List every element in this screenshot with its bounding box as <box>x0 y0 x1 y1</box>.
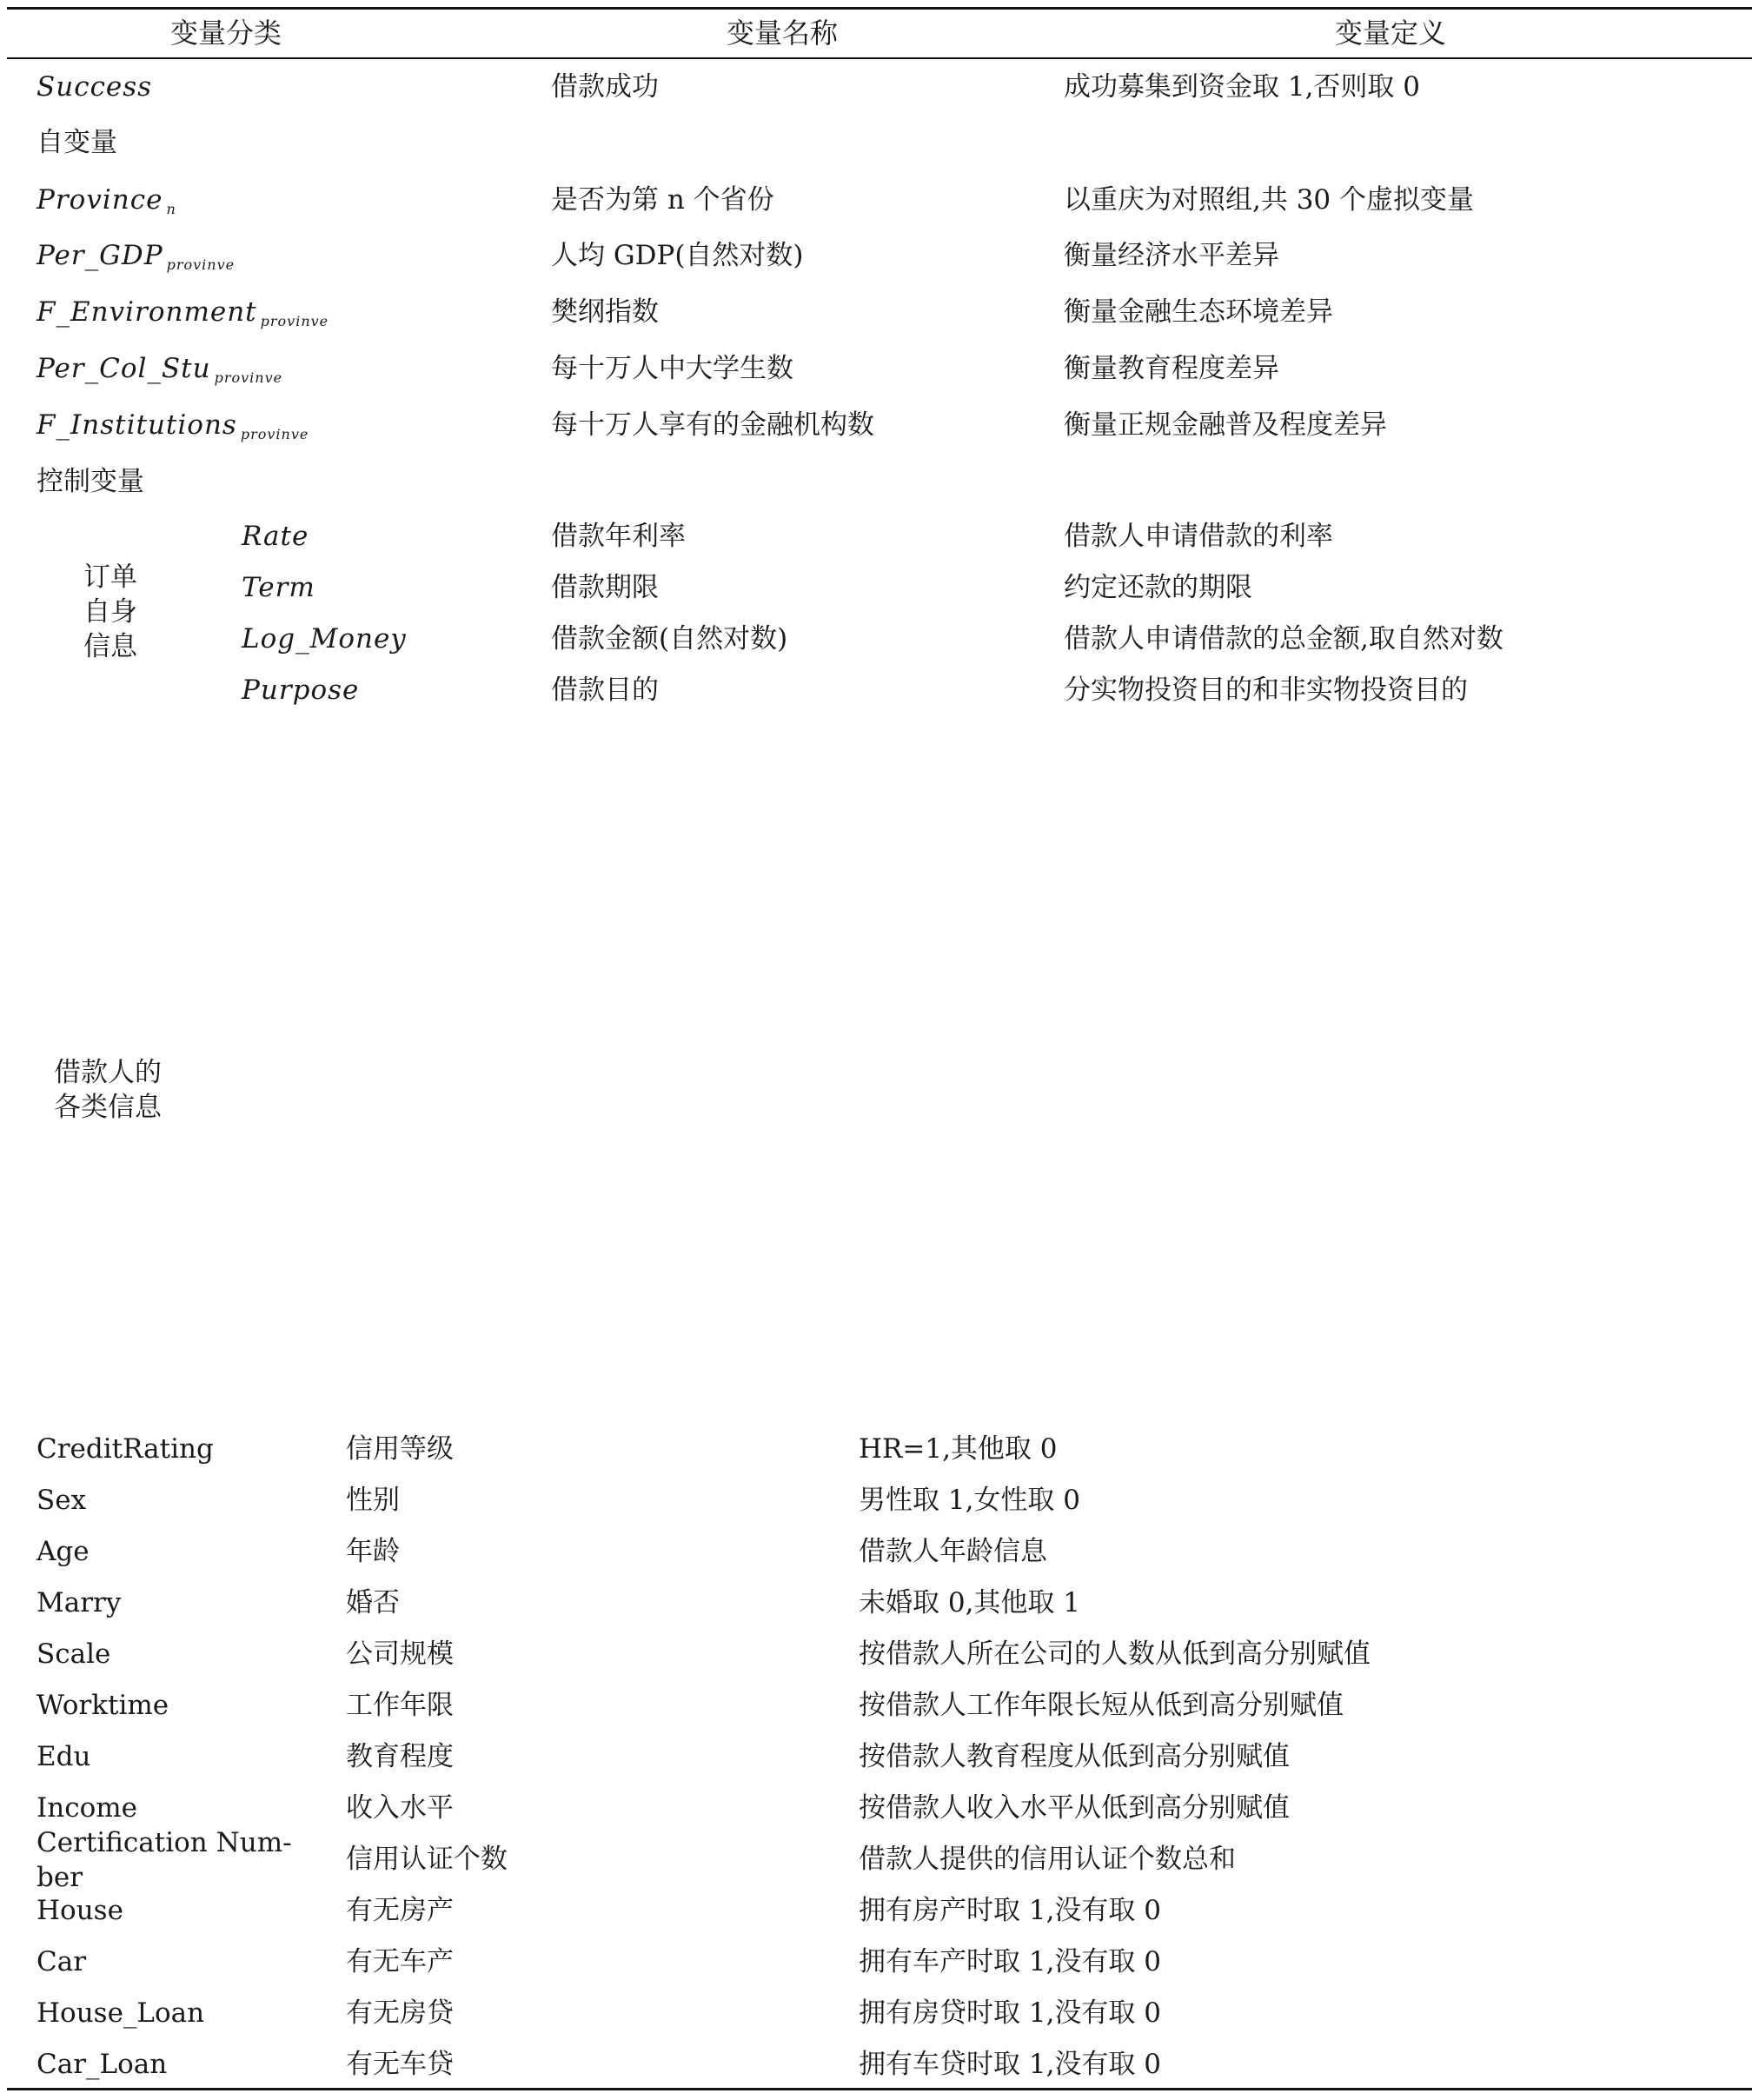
order-def: 借款人申请借款的总金额,取自然对数 <box>1064 623 1503 655</box>
var-subscript: provinve <box>260 313 329 329</box>
independent-def: 衡量经济水平差异 <box>1064 240 1279 271</box>
borrower-name: 信用等级 <box>346 1433 454 1465</box>
borrower-name: 工作年限 <box>346 1690 454 1721</box>
independent-name: 是否为第 n 个省份 <box>551 184 774 216</box>
order-name: 借款期限 <box>551 572 659 603</box>
var-subscript: provinve <box>240 426 309 442</box>
independent-var <box>37 351 282 395</box>
borrower-def: 拥有车贷时取 1,没有取 0 <box>859 2049 1162 2080</box>
borrower-name: 有无车贷 <box>346 2049 454 2080</box>
borrower-name: 有无房产 <box>346 1895 454 1926</box>
independent-def: 衡量金融生态环境差异 <box>1064 296 1333 328</box>
borrower-name: 有无房贷 <box>346 1997 454 2029</box>
borrower-var: Certification Num-ber <box>37 1827 292 1893</box>
borrower-def: 按借款人工作年限长短从低到高分别赋值 <box>859 1690 1344 1721</box>
borrower-def: 按借款人收入水平从低到高分别赋值 <box>859 1792 1290 1824</box>
borrower-name: 教育程度 <box>346 1741 454 1772</box>
borrower-var: Car <box>37 1946 87 1977</box>
independent-var <box>37 238 235 282</box>
independent-name: 每十万人中大学生数 <box>551 353 793 384</box>
independent-name: 人均 GDP(自然对数) <box>551 240 804 271</box>
borrower-var: Car_Loan <box>37 2049 168 2080</box>
borrower-def: 按借款人教育程度从低到高分别赋值 <box>859 1741 1290 1772</box>
order-name: 借款金额(自然对数) <box>551 623 788 655</box>
header-rule <box>7 57 1752 59</box>
order-name: 借款年利率 <box>551 521 686 552</box>
section-control: 控制变量 <box>37 466 144 497</box>
order-def: 借款人申请借款的利率 <box>1064 521 1333 552</box>
borrower-var: CreditRating <box>37 1433 214 1465</box>
order-name: 借款目的 <box>551 675 659 706</box>
borrower-def: HR=1,其他取 0 <box>859 1433 1058 1465</box>
borrower-name: 有无车产 <box>346 1946 454 1977</box>
var-name: F_Institutions <box>37 409 237 441</box>
borrower-name: 信用认证个数 <box>346 1844 508 1875</box>
borrower-var: Income <box>37 1792 137 1824</box>
header-definition: 变量定义 <box>1334 17 1446 50</box>
borrower-var: Marry <box>37 1587 122 1618</box>
borrower-def: 未婚取 0,其他取 1 <box>859 1587 1081 1618</box>
borrower-name: 性别 <box>346 1485 400 1516</box>
var-subscript: n <box>166 201 176 217</box>
top-rule <box>7 7 1752 10</box>
header-name: 变量名称 <box>726 17 838 50</box>
order-def: 分实物投资目的和非实物投资目的 <box>1064 675 1468 706</box>
borrower-var: Sex <box>37 1485 87 1516</box>
borrower-def: 拥有车产时取 1,没有取 0 <box>859 1946 1162 1977</box>
independent-var <box>37 183 176 227</box>
var-name: Province <box>37 184 163 216</box>
order-group-line: 订单 <box>83 562 137 593</box>
borrower-def: 借款人年龄信息 <box>859 1536 1047 1567</box>
bottom-rule <box>7 2088 1752 2090</box>
borrower-def: 拥有房贷时取 1,没有取 0 <box>859 1997 1162 2029</box>
borrower-def: 借款人提供的信用认证个数总和 <box>859 1844 1236 1875</box>
borrower-var: House <box>37 1895 123 1926</box>
order-group-line: 信息 <box>83 631 137 662</box>
independent-var <box>37 408 309 452</box>
borrower-name: 公司规模 <box>346 1638 454 1670</box>
borrower-var: Worktime <box>37 1690 169 1721</box>
dependent-def: 成功募集到资金取 1,否则取 0 <box>1064 71 1421 103</box>
borrower-var: Scale <box>37 1638 111 1670</box>
borrower-name: 年龄 <box>346 1536 400 1567</box>
var-subscript: provinve <box>214 369 283 386</box>
independent-def: 以重庆为对照组,共 30 个虚拟变量 <box>1064 184 1475 216</box>
order-var: Term <box>242 572 315 603</box>
order-var: Purpose <box>242 675 360 706</box>
var-name: F_Environment <box>37 296 257 328</box>
order-def: 约定还款的期限 <box>1064 572 1252 603</box>
var-name: Per_GDP <box>37 240 163 271</box>
order-var: Rate <box>242 521 309 552</box>
borrower-var: Age <box>37 1536 90 1567</box>
borrower-name: 收入水平 <box>346 1792 454 1824</box>
dependent-var: Success <box>37 71 153 103</box>
var-name: Per_Col_Stu <box>37 353 211 384</box>
independent-var <box>37 295 329 339</box>
independent-name: 每十万人享有的金融机构数 <box>551 409 874 441</box>
independent-def: 衡量教育程度差异 <box>1064 353 1279 384</box>
section-independent: 自变量 <box>37 127 117 158</box>
independent-name: 樊纲指数 <box>551 296 659 328</box>
dependent-name: 借款成功 <box>551 71 659 103</box>
independent-def: 衡量正规金融普及程度差异 <box>1064 409 1387 441</box>
header-category: 变量分类 <box>169 17 282 50</box>
order-group-line: 自身 <box>83 596 137 628</box>
borrower-def: 按借款人所在公司的人数从低到高分别赋值 <box>859 1638 1371 1670</box>
borrower-def: 男性取 1,女性取 0 <box>859 1485 1081 1516</box>
borrower-def: 拥有房产时取 1,没有取 0 <box>859 1895 1162 1926</box>
borrower-var: House_Loan <box>37 1997 205 2029</box>
borrower-var: Edu <box>37 1741 91 1772</box>
order-var: Log_Money <box>242 623 407 655</box>
borrower-group-line: 借款人的 <box>54 1057 162 1088</box>
borrower-group-line: 各类信息 <box>54 1092 162 1123</box>
var-subscript: provinve <box>166 256 236 273</box>
borrower-name: 婚否 <box>346 1587 400 1618</box>
